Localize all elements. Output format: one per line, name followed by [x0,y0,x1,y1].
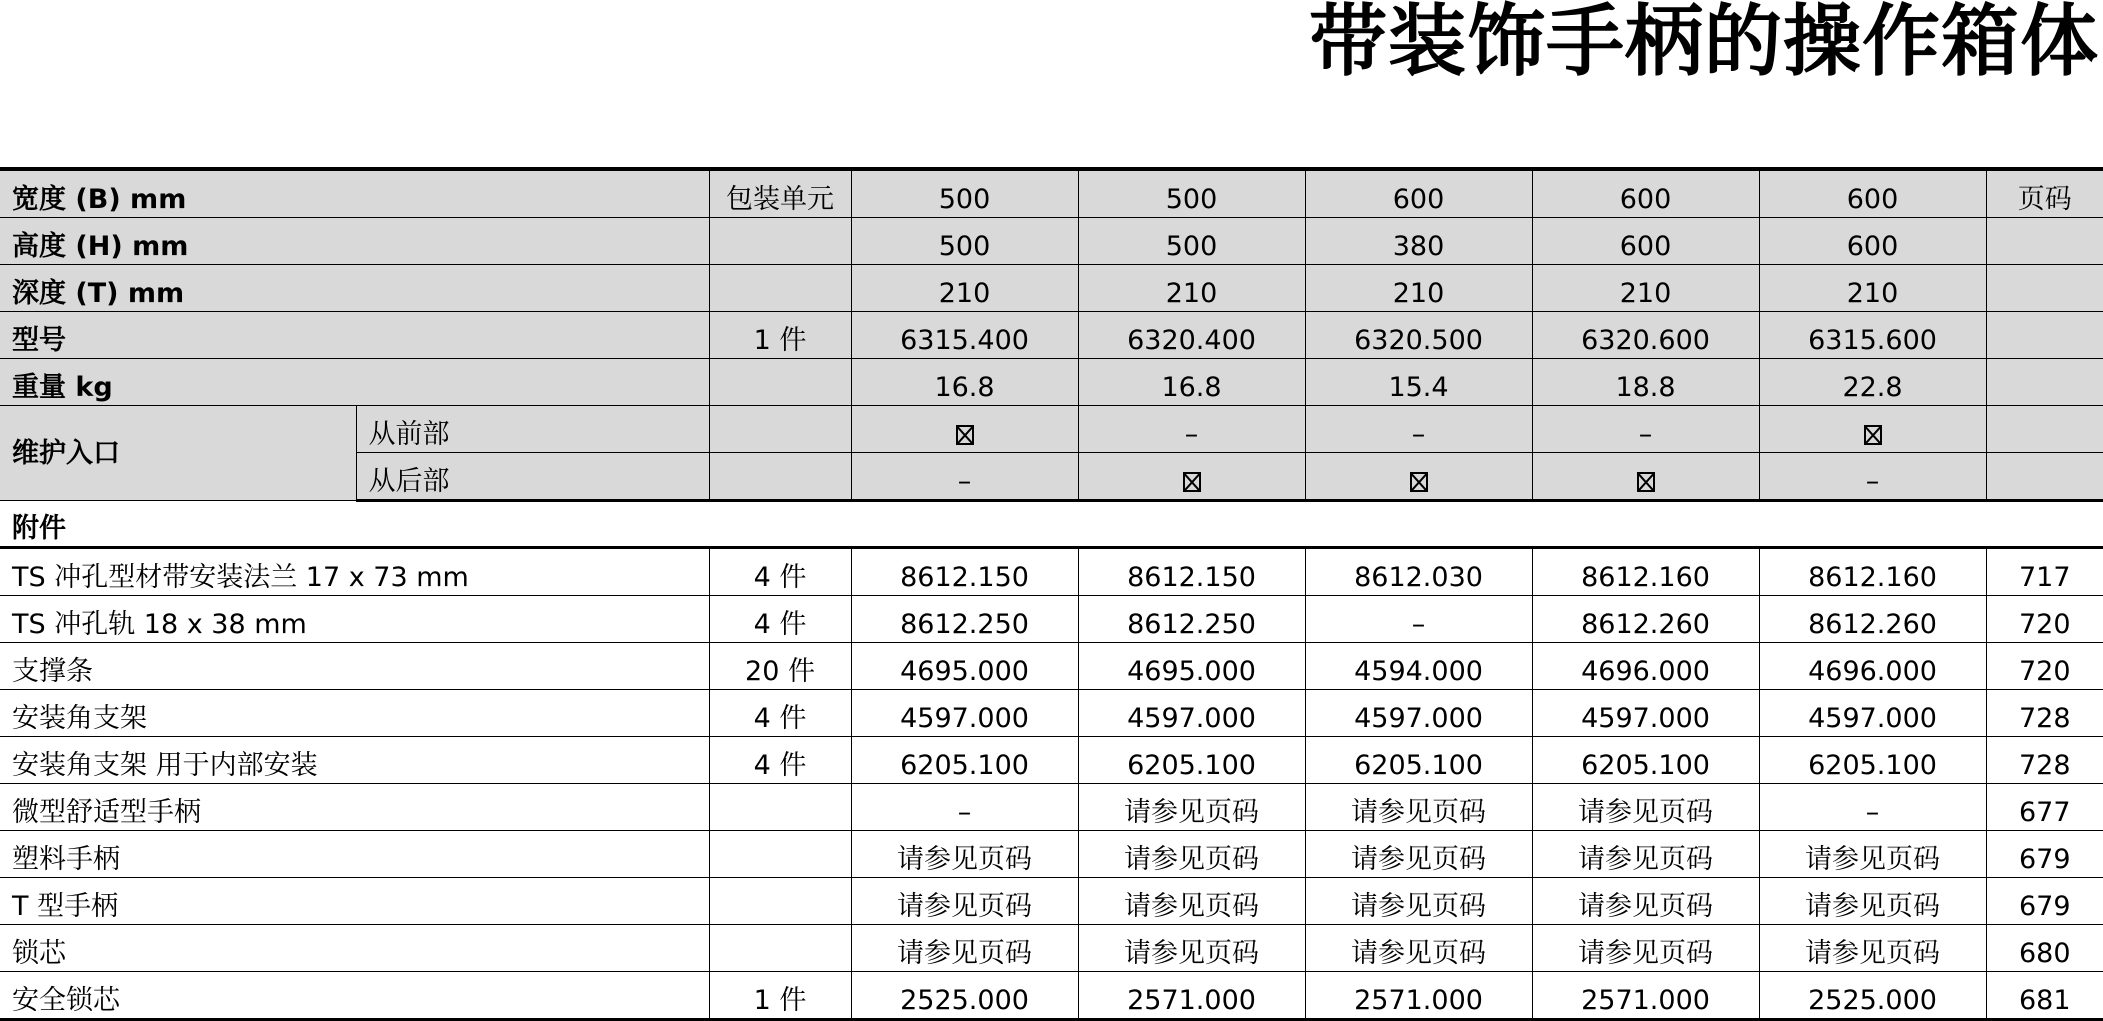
unit-cell [709,453,851,501]
accessory-value: 请参见页码 [1078,925,1305,972]
accessory-value: 请参见页码 [1759,831,1986,878]
spec-table-body [0,169,2103,1020]
accessory-value: 8612.250 [851,596,1078,643]
accessory-name: TS 冲孔型材带安装法兰 17 x 73 mm [0,548,709,596]
page-cell [1986,218,2103,265]
unit-cell: 4 件 [709,548,851,596]
accessory-name: 支撑条 [0,643,709,690]
spec-label: 深度 (T) mm [0,265,709,312]
accessory-value: – [851,784,1078,831]
crossed-box-icon [956,425,974,445]
spec-value: 210 [851,265,1078,312]
accessory-value: 6205.100 [1305,737,1532,784]
accessory-name: 安装角支架 用于内部安装 [0,737,709,784]
spec-value: 600 [1305,169,1532,218]
spec-value: 15.4 [1305,359,1532,406]
spec-label: 型号 [0,312,709,359]
page-cell: 728 [1986,737,2103,784]
access-front-value [851,406,1078,453]
accessory-name: T 型手柄 [0,878,709,925]
crossed-box-icon [1637,472,1655,492]
access-rear-value [1305,453,1532,501]
spec-value: 16.8 [1078,359,1305,406]
spec-value: 600 [1532,169,1759,218]
spec-label: 宽度 (B) mm [0,169,709,218]
spec-row-weight [0,359,2103,406]
page-cell: 679 [1986,878,2103,925]
accessory-value: 6205.100 [1078,737,1305,784]
crossed-box-icon [1864,425,1882,445]
page-cell [1986,359,2103,406]
page-cell: 728 [1986,690,2103,737]
unit-cell [709,265,851,312]
access-front-value [1759,406,1986,453]
spec-value: 210 [1759,265,1986,312]
access-front-value: – [1532,406,1759,453]
accessory-value: – [1305,596,1532,643]
accessory-value: 8612.250 [1078,596,1305,643]
spec-row-depth [0,265,2103,312]
crossed-box-icon [1183,472,1201,492]
accessory-row [0,548,2103,596]
unit-cell [709,831,851,878]
accessory-name: 安全锁芯 [0,972,709,1020]
accessory-value: 4597.000 [1532,690,1759,737]
accessory-value: 4597.000 [1078,690,1305,737]
unit-cell [709,925,851,972]
accessory-value: 请参见页码 [1532,925,1759,972]
accessory-value: 4696.000 [1532,643,1759,690]
accessory-value: 请参见页码 [1305,878,1532,925]
accessory-value: 4597.000 [1305,690,1532,737]
spec-value: 600 [1532,218,1759,265]
spec-value: 16.8 [851,359,1078,406]
access-rear-value [1078,453,1305,501]
page-cell: 681 [1986,972,2103,1020]
spec-value: 600 [1759,218,1986,265]
page-cell: 679 [1986,831,2103,878]
section-heading: 附件 [0,501,2103,548]
accessory-value: 4594.000 [1305,643,1532,690]
spec-row-height [0,218,2103,265]
crossed-box-icon [1410,472,1428,492]
unit-cell: 包装单元 [709,169,851,218]
accessory-value: 2571.000 [1532,972,1759,1020]
page-cell [1986,312,2103,359]
accessory-value: 请参见页码 [1759,878,1986,925]
unit-cell: 4 件 [709,690,851,737]
accessory-value: 请参见页码 [1532,784,1759,831]
access-rear-value: – [851,453,1078,501]
accessory-row [0,878,2103,925]
accessory-value: 请参见页码 [1078,831,1305,878]
unit-cell [709,878,851,925]
spec-value: 6320.400 [1078,312,1305,359]
spec-value: 600 [1759,169,1986,218]
accessory-row [0,596,2103,643]
accessory-row [0,925,2103,972]
accessory-row [0,972,2103,1020]
accessory-value: 6205.100 [1532,737,1759,784]
accessory-value: – [1759,784,1986,831]
spec-value: 500 [851,218,1078,265]
accessory-value: 请参见页码 [1532,878,1759,925]
accessory-value: 请参见页码 [1305,831,1532,878]
accessory-value: 2525.000 [851,972,1078,1020]
spec-row-model [0,312,2103,359]
accessory-value: 6205.100 [1759,737,1986,784]
accessory-value: 4695.000 [851,643,1078,690]
accessory-row [0,784,2103,831]
access-front-value: – [1078,406,1305,453]
spec-row-access-front [0,406,2103,453]
spec-label: 维护入口 [0,406,356,501]
accessory-name: 塑料手柄 [0,831,709,878]
unit-cell: 4 件 [709,737,851,784]
accessory-value: 8612.260 [1532,596,1759,643]
unit-cell [709,784,851,831]
spec-value: 6315.400 [851,312,1078,359]
spec-value: 6320.600 [1532,312,1759,359]
unit-cell [709,359,851,406]
spec-row-width [0,169,2103,218]
unit-cell: 20 件 [709,643,851,690]
accessory-row [0,831,2103,878]
unit-cell [709,218,851,265]
accessory-name: TS 冲孔轨 18 x 38 mm [0,596,709,643]
accessory-value: 2571.000 [1305,972,1532,1020]
accessory-value: 8612.160 [1532,548,1759,596]
accessory-value: 4696.000 [1759,643,1986,690]
access-front-value: – [1305,406,1532,453]
accessory-value: 请参见页码 [851,925,1078,972]
spec-value: 210 [1532,265,1759,312]
accessory-value: 8612.150 [851,548,1078,596]
spec-value: 500 [1078,218,1305,265]
page-title: 带装饰手柄的操作箱体 [1308,0,2099,87]
unit-cell [709,406,851,453]
accessory-value: 请参见页码 [1078,784,1305,831]
page-cell [1986,406,2103,453]
accessory-value: 4597.000 [851,690,1078,737]
accessory-name: 安装角支架 [0,690,709,737]
page-cell [1986,453,2103,501]
spec-value: 500 [851,169,1078,218]
accessory-value: 6205.100 [851,737,1078,784]
access-sub-label: 从后部 [356,453,709,501]
spec-table [0,167,2103,1021]
spec-label: 重量 kg [0,359,709,406]
spec-label: 高度 (H) mm [0,218,709,265]
accessory-name: 锁芯 [0,925,709,972]
accessory-value: 请参见页码 [1532,831,1759,878]
accessory-value: 8612.160 [1759,548,1986,596]
spec-value: 6320.500 [1305,312,1532,359]
spec-value: 500 [1078,169,1305,218]
page-cell: 720 [1986,596,2103,643]
accessory-row [0,737,2103,784]
accessory-value: 8612.030 [1305,548,1532,596]
access-sub-label: 从前部 [356,406,709,453]
accessory-value: 请参见页码 [1305,784,1532,831]
access-rear-value [1532,453,1759,501]
spec-value: 210 [1305,265,1532,312]
accessory-value: 8612.150 [1078,548,1305,596]
accessory-value: 请参见页码 [1078,878,1305,925]
accessory-value: 请参见页码 [851,878,1078,925]
accessory-row [0,643,2103,690]
accessory-name: 微型舒适型手柄 [0,784,709,831]
spec-value: 210 [1078,265,1305,312]
spec-value: 380 [1305,218,1532,265]
spec-value: 22.8 [1759,359,1986,406]
page-cell: 717 [1986,548,2103,596]
accessory-value: 请参见页码 [1305,925,1532,972]
unit-cell: 1 件 [709,312,851,359]
accessory-row [0,690,2103,737]
accessory-value: 2571.000 [1078,972,1305,1020]
section-heading-row [0,501,2103,548]
accessory-value: 2525.000 [1759,972,1986,1020]
accessory-value: 请参见页码 [1759,925,1986,972]
accessory-value: 4597.000 [1759,690,1986,737]
page-cell: 页码 [1986,169,2103,218]
accessory-value: 请参见页码 [851,831,1078,878]
page-cell: 720 [1986,643,2103,690]
spec-value: 18.8 [1532,359,1759,406]
page-cell: 677 [1986,784,2103,831]
accessory-value: 4695.000 [1078,643,1305,690]
access-rear-value: – [1759,453,1986,501]
unit-cell: 4 件 [709,596,851,643]
page-cell: 680 [1986,925,2103,972]
accessory-value: 8612.260 [1759,596,1986,643]
page-cell [1986,265,2103,312]
unit-cell: 1 件 [709,972,851,1020]
spec-value: 6315.600 [1759,312,1986,359]
